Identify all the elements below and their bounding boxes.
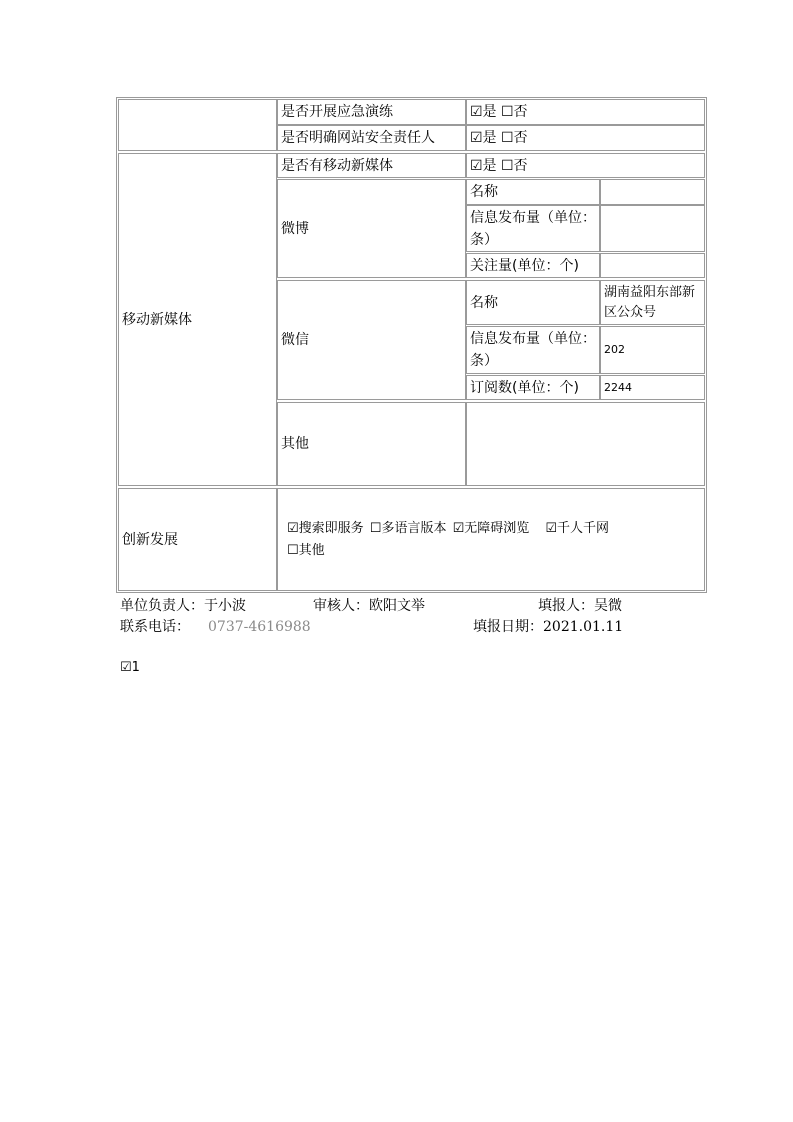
wechat-posts-label: 信息发布量（单位：条） — [466, 326, 600, 374]
weibo-posts-value[interactable] — [600, 205, 705, 252]
reviewer: 审核人：欧阳文举 — [313, 598, 425, 614]
weibo-posts-label: 信息发布量（单位：条） — [466, 205, 600, 252]
option-other[interactable]: ☐其他 — [287, 542, 325, 558]
fill-date: 填报日期：2021.01.11 — [473, 619, 624, 635]
mobile-has-label: 是否有移动新媒体 — [277, 153, 466, 178]
wechat-name-value[interactable]: 湖南益阳东部新区公众号 — [600, 280, 705, 325]
security-value[interactable]: ☑是 ☐否 — [466, 125, 705, 151]
option-search-service[interactable]: ☑搜索即服务 — [287, 520, 364, 536]
weibo-name-label: 名称 — [466, 179, 600, 205]
weibo-label: 微博 — [277, 179, 466, 278]
weibo-followers-label: 关注量(单位：个) — [466, 253, 600, 278]
filler: 填报人：吴微 — [538, 598, 622, 614]
option-personalized[interactable]: ☑千人千网 — [545, 520, 610, 536]
option-accessibility[interactable]: ☑无障碍浏览 — [452, 520, 530, 536]
phone-value: 0737-4616988 — [208, 619, 311, 635]
note-mark: ☑1 — [120, 660, 140, 675]
innovation-label: 创新发展 — [118, 488, 277, 591]
drill-label: 是否开展应急演练 — [277, 99, 466, 125]
other-label: 其他 — [277, 402, 466, 486]
wechat-subscribers-label: 订阅数(单位：个) — [466, 375, 600, 400]
option-multilanguage[interactable]: ☐多语言版本 — [369, 520, 447, 536]
drill-value[interactable]: ☑是 ☐否 — [466, 99, 705, 125]
unit-head: 单位负责人：于小波 — [120, 598, 246, 614]
mobile-section-label: 移动新媒体 — [118, 153, 277, 486]
wechat-name-label: 名称 — [466, 280, 600, 325]
wechat-posts-value[interactable]: 202 — [600, 326, 705, 374]
phone-label: 联系电话： — [120, 619, 190, 635]
weibo-followers-value[interactable] — [600, 253, 705, 278]
wechat-subscribers-value[interactable]: 2244 — [600, 375, 705, 400]
mobile-has-value[interactable]: ☑是 ☐否 — [466, 153, 705, 178]
weibo-name-value[interactable] — [600, 179, 705, 205]
wechat-label: 微信 — [277, 280, 466, 400]
other-value[interactable] — [466, 402, 705, 486]
blank-group-cell — [118, 99, 277, 151]
security-label: 是否明确网站安全责任人 — [277, 125, 466, 151]
innovation-options — [277, 488, 705, 591]
